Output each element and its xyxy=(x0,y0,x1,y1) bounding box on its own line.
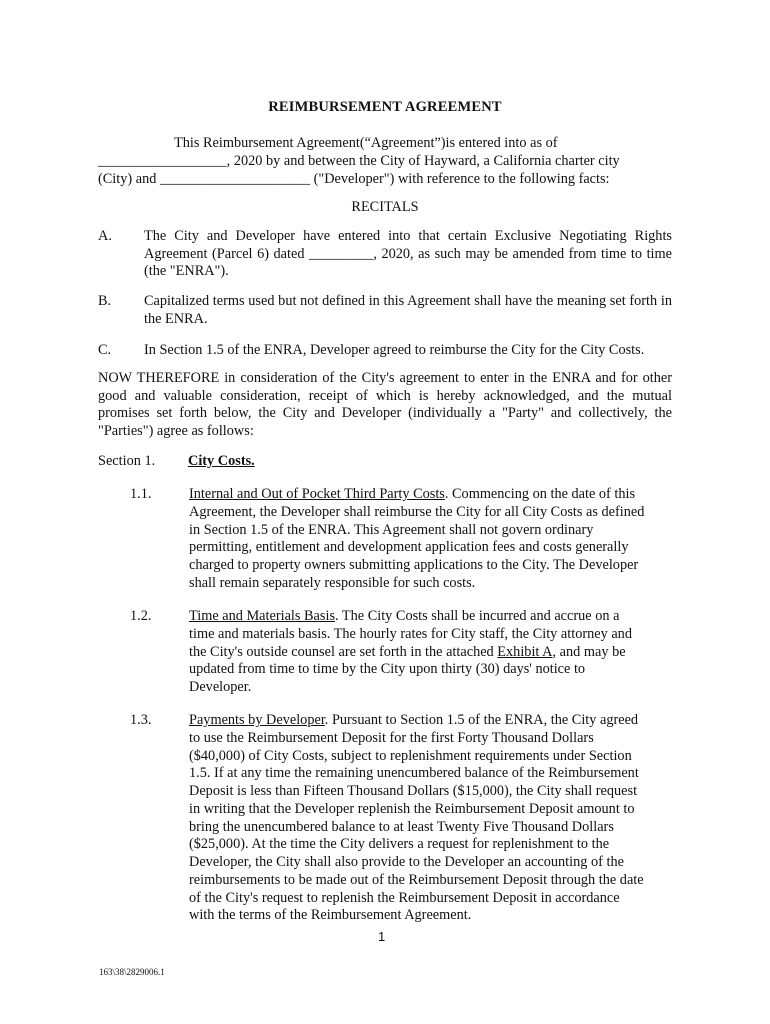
document-title: REIMBURSEMENT AGREEMENT xyxy=(268,99,502,115)
recital-text: In Section 1.5 of the ENRA, Developer agreed to reimburse the City for the City Costs. xyxy=(144,342,645,358)
document-id: 163\38\2829006.1 xyxy=(99,967,165,977)
subsection-heading: Internal and Out of Pocket Third Party Costs xyxy=(189,486,445,502)
recital-letter: C. xyxy=(98,342,112,358)
recital-letter: A. xyxy=(98,228,112,244)
recital-c xyxy=(98,342,672,360)
subsection-1-2 xyxy=(130,608,675,697)
recital-b xyxy=(98,293,672,328)
recitals-heading: RECITALS xyxy=(351,199,419,215)
subsection-text: Time and Materials Basis. The City Costs shall be incurred and accrue on a time and materials basis. The hourly rates for City staff, the City attorney and the City's outside counsel are set forth in the attached Exhibit A, and may be updated from time to time by the City upon thirty (30) days' notice to Developer. xyxy=(189,608,632,695)
now-therefore-paragraph: NOW THEREFORE in consideration of the City's agreement to enter in the ENRA and for other good and valuable consideration, receipt of which is hereby acknowledged, and the mutual promises set forth below, the City and Developer (individually a "Party" and collectively, the "Parties") agree as follows: xyxy=(98,370,672,439)
section-title: City Costs. xyxy=(188,453,255,469)
subsection-1-1 xyxy=(130,486,675,593)
recital-text: Capitalized terms used but not defined in this Agreement shall have the meaning set forth in the ENRA. xyxy=(144,293,672,327)
section-1-heading xyxy=(98,453,255,470)
recital-a xyxy=(98,228,672,281)
intro-line-3: (City) and _____________________ ("Developer") with reference to the following facts: xyxy=(98,171,610,187)
subsection-number: 1.3. xyxy=(130,712,152,728)
recital-text: The City and Developer have entered into that certain Exclusive Negotiating Rights Agreement (Parcel 6) dated _________, 2020, as such may be amended from time to time (the "ENRA"). xyxy=(144,228,672,280)
exhibit-a-link[interactable]: Exhibit A xyxy=(497,643,553,660)
subsection-number: 1.1. xyxy=(130,486,152,502)
subsection-1-3 xyxy=(130,712,675,925)
recital-letter: B. xyxy=(98,293,112,309)
subsection-heading: Payments by Developer xyxy=(189,712,325,728)
subsection-text: Payments by Developer. Pursuant to Section 1.5 of the ENRA, the City agreed to use the Reimbursement Deposit for the first Forty Thousand Dollars ($40,000) of City Costs, subject to replenishment requirements under Section 1.5. If at any time the remaining unencumbered balance of the Reimbursement Deposit is less than Fifteen Thousand Dollars ($15,000), the City shall request in writing that the Developer replenish the Reimbursement Deposit amount to bring the unencumbered balance to at least Twenty Five Thousand Dollars ($25,000). At the time the City delivers a request for replenishment to the Developer, the City shall also provide to the Developer an accounting of the reimbursements to be made out of the Reimbursement Deposit through the date of the City's request to replenish the Reimbursement Deposit in accordance with the terms of the Reimbursement Agreement. xyxy=(189,712,644,924)
intro-paragraph xyxy=(98,134,672,188)
intro-line-2: __________________, 2020 by and between the City of Hayward, a California charter city xyxy=(98,153,620,169)
subsection-number: 1.2. xyxy=(130,608,152,624)
subsection-heading: Time and Materials Basis xyxy=(189,608,336,624)
subsection-text: Internal and Out of Pocket Third Party Costs. Commencing on the date of this Agreement, the Developer shall reimburse the City for all City Costs as defined in Section 1.5 of the ENRA. This Agreement shall not govern ordinary permitting, entitlement and development application fees and costs generally charged to property owners submitting applications to the City. The Developer shall remain separately responsible for such costs. xyxy=(189,486,645,591)
page-number: 1 xyxy=(378,929,386,944)
section-number: Section 1. xyxy=(98,453,156,469)
intro-line-1: This Reimbursement Agreement(“Agreement”)is entered into as of xyxy=(174,135,558,151)
